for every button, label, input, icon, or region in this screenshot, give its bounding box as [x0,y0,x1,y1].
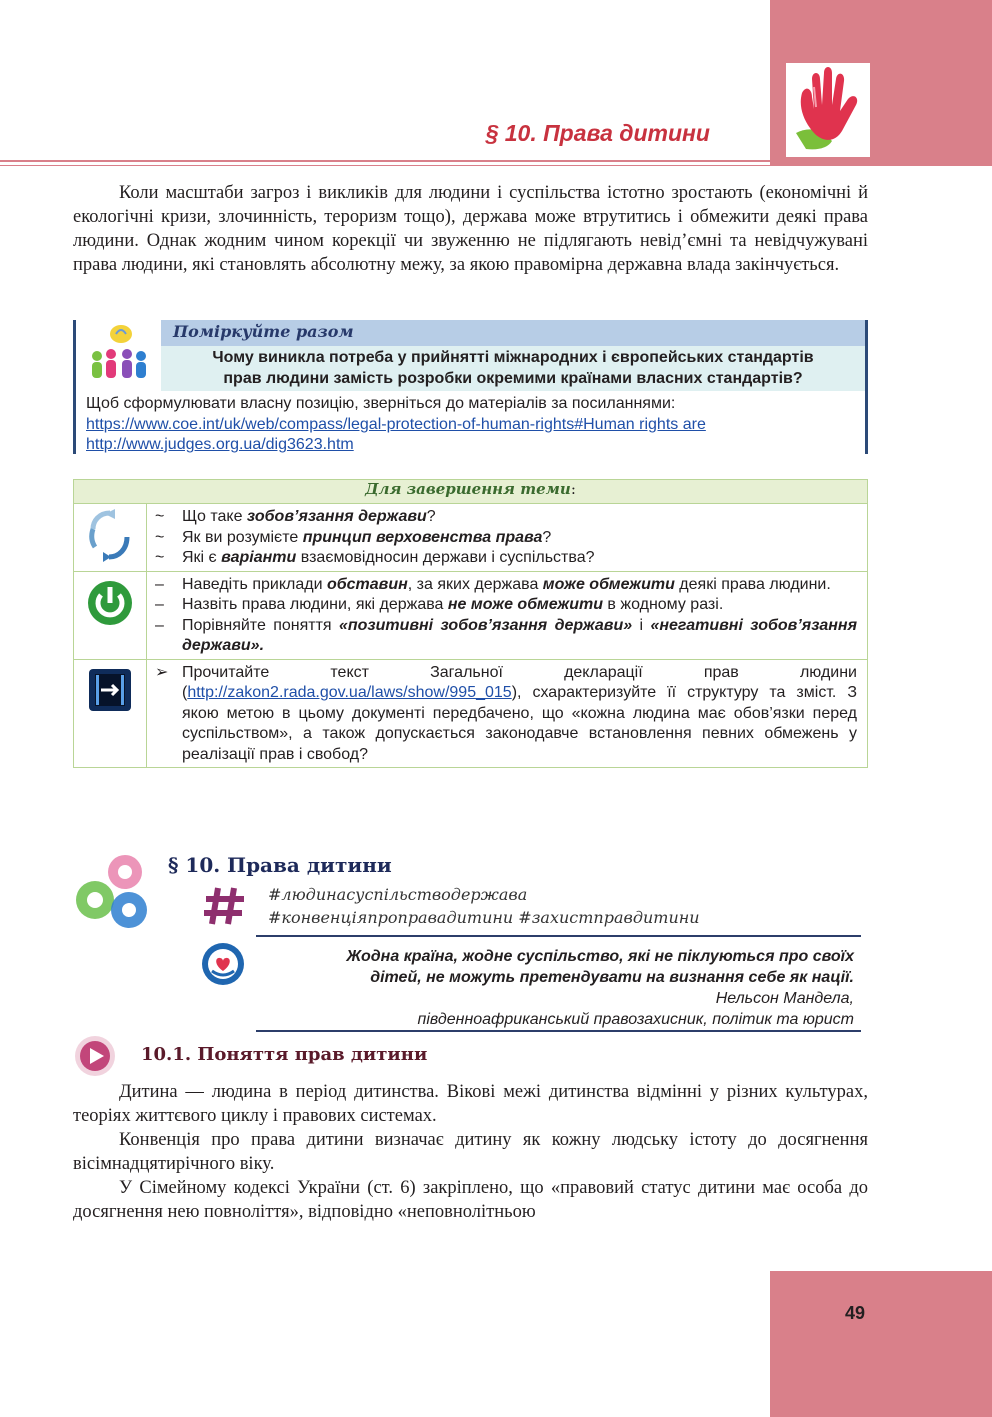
hashtag-line: #людинасуспільстводержава [268,885,528,904]
epigraph-quote [262,946,854,1030]
quote-author-role: південноафриканський правозахисник, політик та юрист [417,1011,854,1028]
page-number: 49 [845,1303,866,1323]
think-box-heading-bar [161,320,865,346]
think-together-box [73,320,868,454]
quote-line: Жодна країна, жодне суспільство, які не піклуються про своїх [346,948,854,965]
hashtags [268,883,700,929]
running-header-title: § 10. Права дитини [485,120,710,146]
hashtag-icon [202,886,246,926]
judges-link[interactable]: http://www.judges.org.ua/dig3623.htm [86,436,354,453]
intro-paragraph: Коли масштаби загроз і викликів для людини і суспільства істотно зростають (економічні й екологічні кризи, злочинність, тероризм тощо), держава може втрутитись і обмежити деякі права людини. Однак жодним чином корекції чи звуженню не підлягають невід’ємні та невідчужувані права людини, які становлять абсолютну межу, за якою правомірна державна влада закінчується. [73,183,868,275]
list-item: – Наведіть приклади обставин, за яких держава може обмежити деякі права людини. [155,575,831,593]
body-paragraph: Конвенція про права дитини визначає дитину як кожну людську істоту до досягнення вісімнадцятирічного віку. [73,1130,868,1174]
list-item: – Назвіть права людини, які держава не може обмежити в жодному разі. [155,596,724,613]
hashtag-line: #конвенціяпроправадитини #захистправдитини [268,908,700,927]
body-paragraph: У Сімейному кодексі України (ст. 6) закріплено, що «правовий статус дитини має особа до досягнення нею повноліття», відповідно «неповнолітньою [73,1178,868,1222]
list-item: ~ Що таке зобов’язання держави? [155,508,436,525]
quote-line: дітей, не можуть претендувати на визнання себе як нації. [370,969,854,986]
body-paragraph: Дитина — людина в період дитинства. Вікові межі дитинства відмінні у різних культурах, теоріях життєвого циклу і правових системах. [73,1082,868,1126]
group-people-icon [83,322,153,386]
section-title: § 10. Права дитини [168,853,392,877]
table-heading: Для завершення теми: [74,480,868,504]
list-item: ~ Як ви розумієте принцип верховенства права? [155,528,552,546]
links-prompt: Щоб сформулювати власну позицію, зверніться до матеріалів за посиланнями: [86,395,676,412]
list-item: ➢ Прочитайте текст Загальної декларації прав людини (http://zakon2.rada.gov.ua/laws/show/995_015), схарактеризуйте її структуру та зміст. З якою метою в цьому документі передбачено, що «кожна людина має обов’язки перед суспільством», а також допускається законодавче встановлення певних обмежень у реалізації прав і свобод? [155,663,857,763]
subsection-title: 10.1. Поняття прав дитини [141,1044,428,1065]
power-icon [74,578,146,633]
coe-link[interactable]: https://www.coe.int/uk/web/compass/legal-protection-of-human-rights#Human rights are [86,415,706,433]
topic-summary-table [73,479,868,768]
think-box-heading: Поміркуйте разом [173,322,354,341]
list-item: – Порівняйте поняття «позитивні зобов’язання держави» і «негативні зобов’язання держави». [155,616,858,654]
quote-top-rule [256,935,861,937]
question-line: прав людини замість розробки окремими країнами власних стандартів? [223,370,803,387]
header-rule-thin [0,165,770,166]
header-rule [0,160,770,162]
hand-logo-icon [786,63,870,157]
quote-author: Нельсон Мандела, [715,990,854,1007]
heart-hands-icon [200,941,246,987]
gears-icon [73,850,159,934]
question-line: Чому виникла потреба у прийнятті міжнародних і європейських стандартів [212,349,814,366]
table-row [74,571,868,659]
think-box-links [86,394,706,456]
section-body [73,1080,868,1224]
think-box-question [161,346,865,391]
exit-door-icon [74,667,146,718]
box-left-border [73,320,76,454]
table-row [74,504,868,572]
play-icon [73,1034,117,1078]
list-item: ~ Які є варіанти взаємовідносин держави і суспільства? [155,549,595,566]
table-row [74,659,868,768]
quote-bottom-rule [256,1030,861,1032]
footer-side-block [770,1271,992,1417]
declaration-link[interactable]: http://zakon2.rada.gov.ua/laws/show/995_015 [187,684,512,701]
box-right-border [865,320,868,454]
recycle-arrows-icon [74,507,146,570]
